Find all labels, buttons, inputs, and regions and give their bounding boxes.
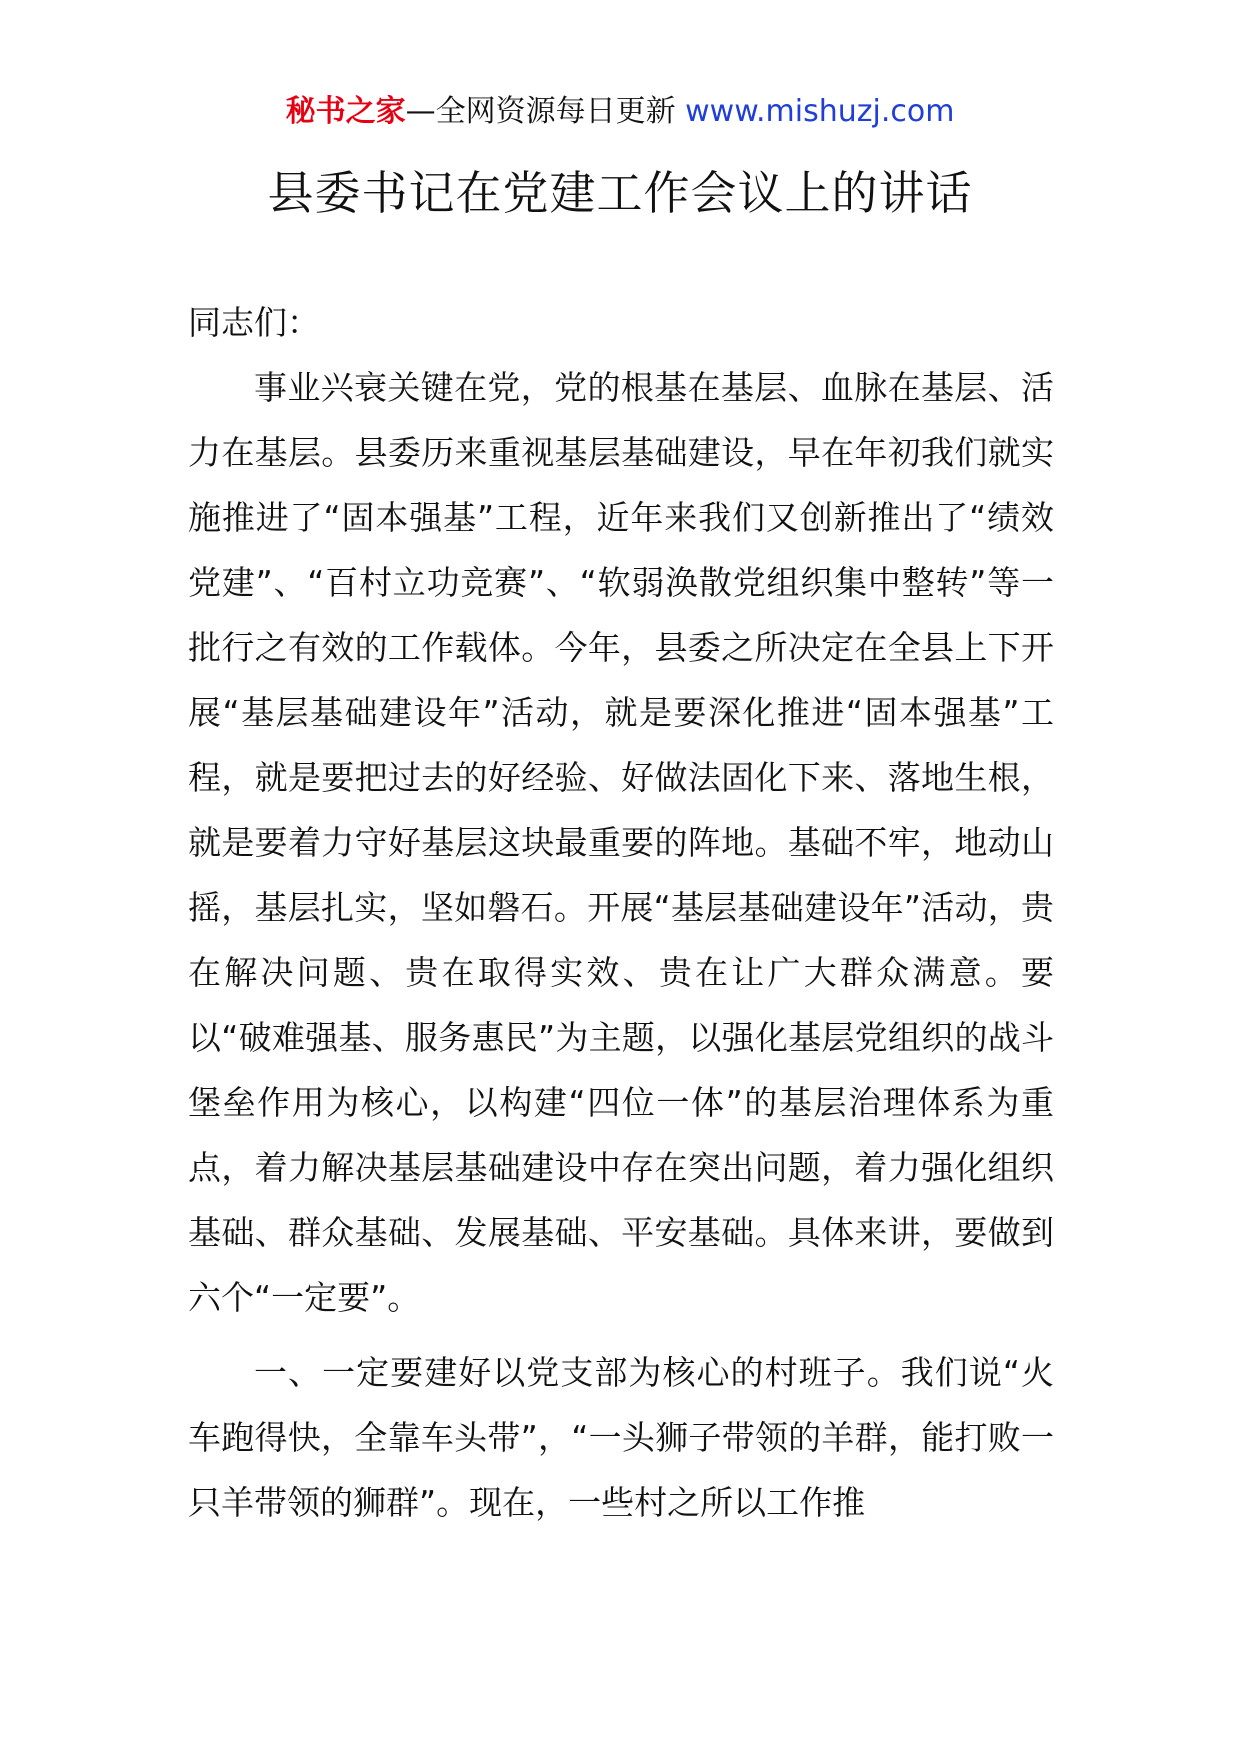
document-body: [188, 290, 1054, 1535]
greeting: 同志们：: [188, 303, 320, 342]
paragraph: 事业兴衰关键在党，党的根基在基层、血脉在基层、活力在基层。县委历来重视基层基础建设，早在年初我们就实施推进了“固本强基”工程，近年来我们又创新推出了“绩效党建”、“百村立功竞赛”、“软弱涣散党组织集中整转”等一批行之有效的工作载体。今年，县委之所决定在全县上下开展“基层基础建设年”活动，就是要深化推进“固本强基”工程，就是要把过去的好经验、好做法固化下来、落地生根，就是要着力守好基层这块最重要的阵地。基础不牢，地动山摇，基层扎实，坚如磐石。开展“基层基础建设年”活动，贵在解决问题、贵在取得实效、贵在让广大群众满意。要以“破难强基、服务惠民”为主题，以强化基层党组织的战斗堡垒作用为核心，以构建“四位一体”的基层治理体系为重点，着力解决基层基础建设中存在突出问题，着力强化组织基础、群众基础、发展基础、平安基础。具体来讲，要做到六个“一定要”。: [188, 368, 1054, 1317]
site-url-link[interactable]: www.mishuzj.com: [685, 94, 955, 129]
header-slogan: —全网资源每日更新: [405, 94, 676, 129]
document-title: 县委书记在党建工作会议上的讲话: [267, 166, 973, 220]
paragraph: 一、一定要建好以党支部为核心的村班子。我们说“火车跑得快，全靠车头带”，“一头狮子带领的羊群，能打败一只羊带领的狮群”。现在，一些村之所以工作推: [188, 1353, 1054, 1522]
brand-name: 秘书之家: [285, 94, 406, 129]
site-header: [0, 92, 1240, 132]
